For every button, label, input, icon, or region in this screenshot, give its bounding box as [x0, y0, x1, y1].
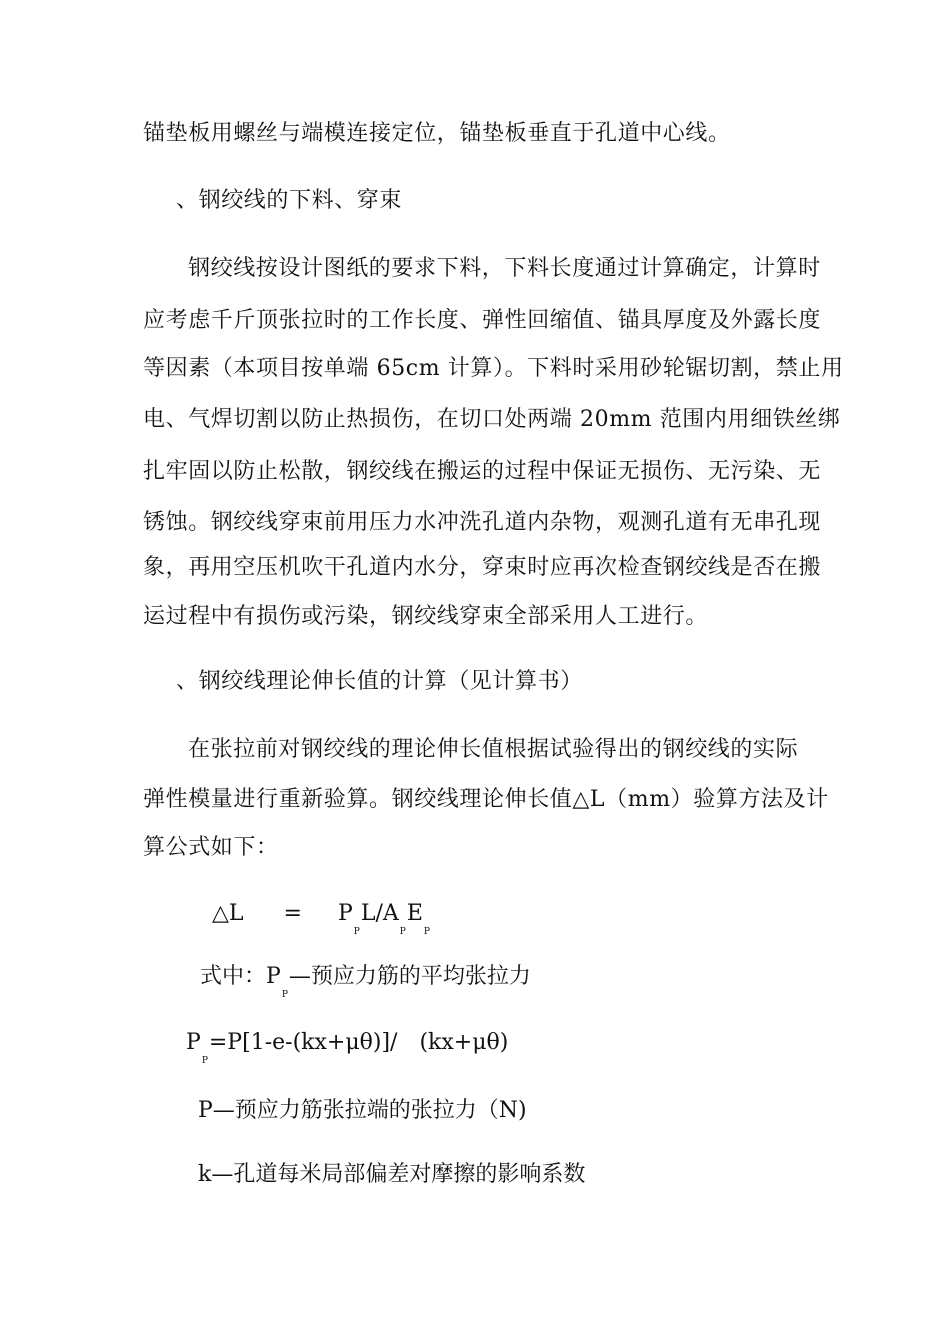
formula-part: L/A	[360, 901, 399, 926]
formula-equals: =	[283, 901, 302, 926]
paragraph-line: 钢绞线按设计图纸的要求下料，下料长度通过计算确定，计算时	[188, 256, 821, 281]
formula-subscript: P	[399, 927, 406, 937]
formula-average-tension	[186, 1028, 509, 1066]
formula-p: P	[337, 901, 353, 926]
paragraph-line: 在张拉前对钢绞线的理论伸长值根据试验得出的钢绞线的实际	[188, 737, 799, 762]
paragraph-line: 锚垫板用螺丝与端模连接定位，锚垫板垂直于孔道中心线。	[143, 121, 731, 146]
formula-subscript: P	[423, 927, 430, 937]
definition-text: —预应力筋的平均张拉力	[288, 964, 531, 989]
formula-p: P	[186, 1030, 201, 1055]
formula-part: =P[1-e-(kx+μθ)]/ (kx+μθ)	[208, 1030, 509, 1055]
paragraph-line: 锈蚀。钢绞线穿束前用压力水冲洗孔道内杂物，观测孔道有无串孔现	[143, 510, 822, 535]
formula-e: E	[406, 901, 423, 926]
definition-k: k—孔道每米局部偏差对摩擦的影响系数	[198, 1162, 586, 1187]
paragraph-line: 象，再用空压机吹干孔道内水分，穿束时应再次检查钢绞线是否在搬	[143, 555, 822, 580]
formula-lhs: △L	[212, 901, 244, 926]
paragraph-line: 算公式如下：	[143, 835, 279, 860]
definition-prefix: 式中：P	[200, 964, 281, 989]
definition-p: P—预应力筋张拉端的张拉力（N)	[198, 1098, 527, 1123]
section-heading-strand-cutting: 、钢绞线的下料、穿束	[176, 188, 403, 213]
paragraph-line: 运过程中有损伤或污染，钢绞线穿束全部采用人工进行。	[143, 604, 709, 629]
paragraph-line: 等因素（本项目按单端 65cm 计算）。下料时采用砂轮锯切割，禁止用	[143, 356, 844, 381]
formula-subscript: P	[353, 927, 360, 937]
paragraph-line: 弹性模量进行重新验算。钢绞线理论伸长值△L（mm）验算方法及计	[143, 787, 829, 812]
formula-subscript: P	[201, 1056, 208, 1066]
paragraph-line: 电、气焊切割以防止热损伤，在切口处两端 20mm 范围内用细铁丝绑	[143, 407, 841, 432]
paragraph-line: 应考虑千斤顶张拉时的工作长度、弹性回缩值、锚具厚度及外露长度	[143, 308, 822, 333]
paragraph-line: 扎牢固以防止松散，钢绞线在搬运的过程中保证无损伤、无污染、无	[143, 459, 822, 484]
formula-elongation	[212, 899, 431, 937]
formula-subscript: P	[281, 990, 288, 1000]
section-heading-elongation: 、钢绞线理论伸长值的计算（见计算书）	[176, 669, 583, 694]
definition-pp	[200, 962, 531, 1000]
